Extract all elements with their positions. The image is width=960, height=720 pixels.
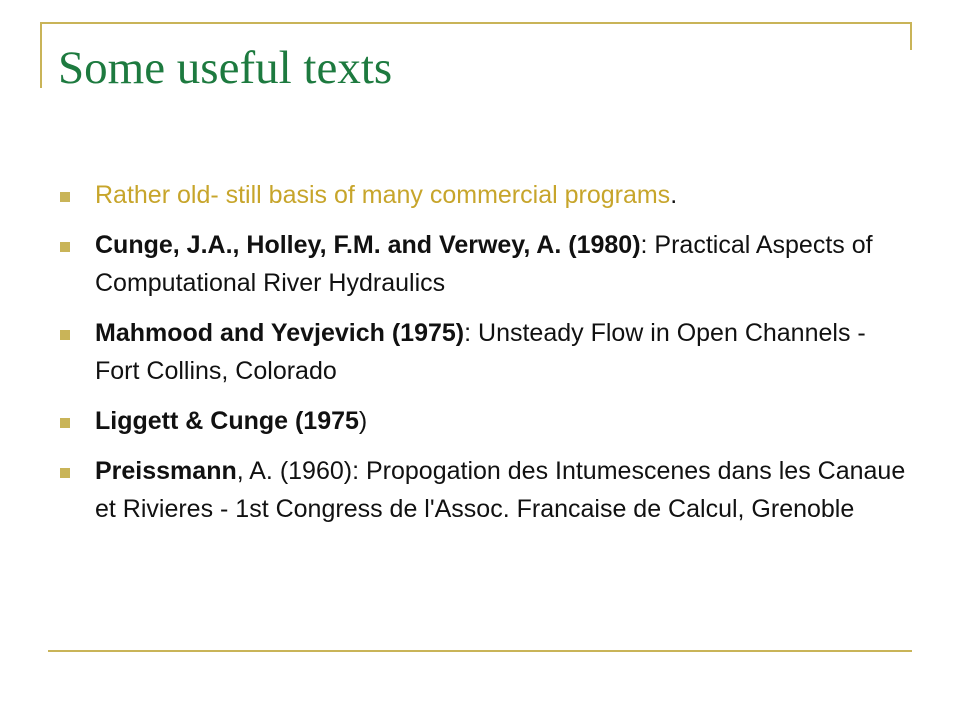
reference-authors: Liggett & Cunge (1975: [95, 407, 359, 435]
bullet-item: [60, 176, 910, 214]
bullet-item: [60, 314, 910, 390]
reference-title: : Unsteady Flow in Open Channels - Fort Collins, Colorado: [95, 319, 866, 385]
reference-title: ): [358, 407, 368, 435]
reference-authors: Cunge, J.A., Holley, F.M. and Verwey, A. (1980): [95, 231, 641, 259]
bullet-item: [60, 452, 910, 528]
square-bullet-icon: [60, 242, 70, 252]
frame-bottom-line: [48, 650, 912, 652]
square-bullet-icon: [60, 192, 70, 202]
reference-title: : Practical Aspects of Computational River Hydraulics: [95, 231, 873, 297]
reference-authors: Preissmann: [95, 457, 237, 485]
bullet-tail: .: [670, 181, 678, 209]
bullet-item: [60, 226, 910, 302]
slide-title: Some useful texts: [58, 42, 393, 94]
bullet-list: [60, 176, 910, 540]
bullet-text: Rather old- still basis of many commercial programs: [95, 181, 671, 209]
frame-top-line: [40, 22, 912, 24]
reference-authors: Mahmood and Yevjevich (1975): [95, 319, 465, 347]
square-bullet-icon: [60, 330, 70, 340]
square-bullet-icon: [60, 468, 70, 478]
square-bullet-icon: [60, 418, 70, 428]
frame-left-line: [40, 22, 42, 88]
bullet-item: [60, 402, 910, 440]
frame-right-line: [910, 22, 912, 50]
reference-title: , A. (1960): Propogation des Intumescenes dans les Canaue et Rivieres - 1st Congress de l'Assoc. Francaise de Calcul, Grenoble: [95, 457, 906, 523]
